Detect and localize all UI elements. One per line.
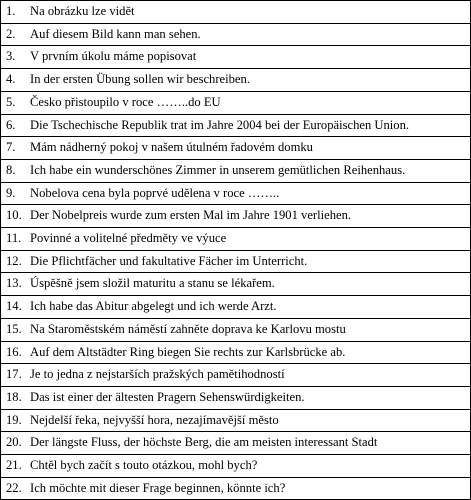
sentence-cell: [1, 273, 471, 296]
sentence-text: Ich habe ein wunderschönes Zimmer in unserem gemütlichen Reihenhaus.: [30, 162, 406, 177]
table-row: [1, 364, 471, 387]
row-number: 10.: [6, 208, 22, 223]
sentence-text: In der ersten Übung sollen wir beschreiben.: [30, 72, 250, 87]
sentence-cell: [1, 1, 471, 24]
row-number: 11.: [6, 231, 22, 246]
sentence-text: Chtěl bych začít s touto otázkou, mohl bych?: [30, 458, 258, 473]
table-row: [1, 159, 471, 182]
row-number: 16.: [6, 344, 22, 359]
sentence-cell: [1, 455, 471, 478]
sentence-cell: [1, 205, 471, 228]
sentence-cell: [1, 296, 471, 319]
table-row: [1, 205, 471, 228]
table-row: [1, 273, 471, 296]
sentence-text: Úspěšně jsem složil maturitu a stanu se lékařem.: [30, 276, 275, 291]
sentence-cell: [1, 114, 471, 137]
sentence-text: Auf diesem Bild kann man sehen.: [30, 26, 201, 41]
row-number: 3.: [6, 49, 16, 64]
table-row: [1, 46, 471, 69]
table-row: [1, 296, 471, 319]
sentence-text: Je to jedna z nejstarších pražských pamětihodností: [30, 367, 285, 382]
table-row: [1, 228, 471, 251]
row-number: 18.: [6, 389, 22, 404]
table-row: [1, 477, 471, 500]
table-row: [1, 409, 471, 432]
table-row: [1, 1, 471, 24]
sentence-table-body: [1, 1, 471, 500]
sentence-cell: [1, 250, 471, 273]
sentence-text: Nobelova cena byla poprvé udělena v roce ……..: [30, 185, 280, 200]
table-row: [1, 182, 471, 205]
sentence-text: Na Staroměstském náměstí zahněte doprava ke Karlovu mostu: [30, 321, 346, 336]
table-row: [1, 69, 471, 92]
table-row: [1, 114, 471, 137]
table-row: [1, 432, 471, 455]
sentence-text: Der Nobelpreis wurde zum ersten Mal im Jahre 1901 verliehen.: [30, 208, 352, 223]
table-row: [1, 341, 471, 364]
table-row: [1, 91, 471, 114]
sentence-text: Nejdelší řeka, nejvyšší hora, nezajímavější město: [30, 412, 279, 427]
sentence-cell: [1, 341, 471, 364]
sentence-text: Das ist einer der ältesten Pragern Sehenswürdigkeiten.: [30, 389, 305, 404]
row-number: 15.: [6, 321, 22, 336]
table-row: [1, 318, 471, 341]
row-number: 6.: [6, 117, 16, 132]
sentence-text: Der längste Fluss, der höchste Berg, die am meisten interessant Stadt: [30, 435, 378, 450]
row-number: 9.: [6, 185, 16, 200]
sentence-cell: [1, 318, 471, 341]
row-number: 21.: [6, 458, 22, 473]
row-number: 4.: [6, 72, 16, 87]
sentence-text: Die Tschechische Republik trat im Jahre 2004 bei der Europäischen Union.: [30, 117, 410, 132]
sentence-cell: [1, 386, 471, 409]
row-number: 20.: [6, 435, 22, 450]
table-row: [1, 386, 471, 409]
sentence-cell: [1, 477, 471, 500]
sentence-cell: [1, 228, 471, 251]
table-row: [1, 23, 471, 46]
sentence-text: Auf dem Altstädter Ring biegen Sie rechts zur Karlsbrücke ab.: [30, 344, 346, 359]
sentence-cell: [1, 69, 471, 92]
sentence-cell: [1, 137, 471, 160]
sentence-text: Ich möchte mit dieser Frage beginnen, könnte ich?: [30, 480, 286, 495]
sentence-cell: [1, 23, 471, 46]
row-number: 7.: [6, 140, 16, 155]
sentence-text: Mám nádherný pokoj v našem útulném řadovém domku: [30, 140, 313, 155]
sentence-cell: [1, 159, 471, 182]
sentence-text: Povinné a volitelné předměty ve výuce: [30, 231, 227, 246]
sentence-text: Na obrázku lze vidět: [30, 4, 135, 18]
sentence-text: Česko přistoupilo v roce ……..do EU: [30, 94, 221, 109]
sentence-text: Die Pflichtfächer und fakultative Fächer im Unterricht.: [30, 253, 308, 268]
sentence-cell: [1, 432, 471, 455]
row-number: 19.: [6, 412, 22, 427]
row-number: 12.: [6, 253, 22, 268]
sentence-text: Ich habe das Abitur abgelegt und ich werde Arzt.: [30, 299, 277, 314]
sentence-cell: [1, 46, 471, 69]
row-number: 5.: [6, 94, 16, 109]
sentence-cell: [1, 182, 471, 205]
table-row: [1, 455, 471, 478]
table-row: [1, 137, 471, 160]
row-number: 14.: [6, 299, 22, 314]
table-row: [1, 250, 471, 273]
row-number: 13.: [6, 276, 22, 291]
row-number: 1.: [6, 4, 16, 18]
sentence-cell: [1, 364, 471, 387]
row-number: 2.: [6, 26, 16, 41]
sentence-cell: [1, 91, 471, 114]
row-number: 17.: [6, 367, 22, 382]
row-number: 8.: [6, 162, 16, 177]
sentence-text: V prvním úkolu máme popisovat: [30, 49, 197, 64]
row-number: 22.: [6, 480, 22, 495]
sentence-cell: [1, 409, 471, 432]
